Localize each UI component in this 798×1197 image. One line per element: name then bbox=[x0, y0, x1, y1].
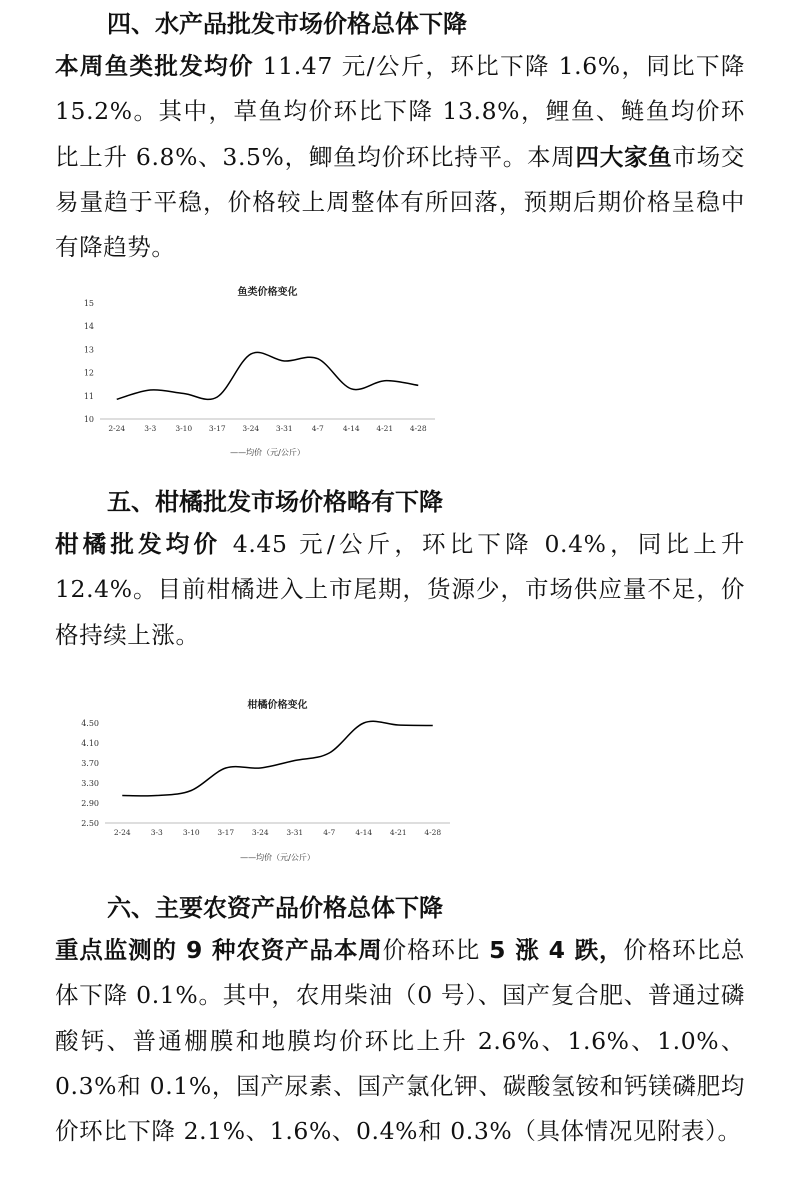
section4-lead: 本周鱼类批发均价 bbox=[55, 52, 254, 80]
y-tick-label: 13 bbox=[83, 345, 94, 355]
series-line bbox=[117, 352, 419, 399]
x-tick-label: 2-24 bbox=[113, 828, 131, 837]
section6-paragraph bbox=[55, 928, 745, 1154]
x-tick-label: 4-28 bbox=[409, 424, 427, 433]
section4-paragraph bbox=[55, 44, 745, 270]
section5-lead: 柑橘批发均价 bbox=[55, 530, 222, 558]
x-tick-label: 4-14 bbox=[355, 828, 373, 837]
x-tick-label: 4-28 bbox=[424, 828, 442, 837]
x-tick-label: 3-10 bbox=[182, 828, 200, 837]
chart-legend: ——均价（元/公斤） bbox=[240, 853, 315, 862]
x-tick-label: 3-10 bbox=[175, 424, 193, 433]
section4-bold2: 四大家鱼 bbox=[575, 142, 673, 171]
x-tick-label: 3-24 bbox=[242, 424, 260, 433]
chart-legend: ——均价（元/公斤） bbox=[230, 448, 305, 457]
x-tick-label: 3-17 bbox=[208, 424, 226, 433]
x-tick-label: 3-31 bbox=[286, 828, 304, 837]
section6-heading: 六、主要农资产品价格总体下降 bbox=[107, 894, 443, 922]
y-tick-label: 10 bbox=[83, 415, 94, 424]
x-tick-label: 4-7 bbox=[311, 424, 324, 433]
x-tick-label: 4-21 bbox=[376, 424, 394, 433]
y-tick-label: 4.10 bbox=[81, 739, 99, 748]
x-tick-label: 4-21 bbox=[389, 828, 407, 837]
y-tick-label: 2.90 bbox=[81, 799, 99, 808]
section4-text1: 11.47 元/公斤，环比下降 1.6%，同比下降 15.2%。其中，草鱼均价环比下降 13.8%，鲤鱼、鲢鱼均价环比上升 6.8%、3.5%，鲫鱼均价环比持平。本周 bbox=[55, 52, 745, 171]
y-tick-label: 11 bbox=[83, 391, 94, 401]
section5-heading: 五、柑橘批发市场价格略有下降 bbox=[107, 488, 443, 516]
chart-title: 柑橘价格变化 bbox=[247, 700, 308, 711]
fish-price-chart bbox=[60, 278, 440, 463]
section5-paragraph bbox=[55, 522, 745, 658]
section4-heading: 四、水产品批发市场价格总体下降 bbox=[107, 10, 467, 38]
x-tick-label: 3-24 bbox=[251, 828, 269, 837]
series-line bbox=[122, 721, 433, 796]
chart-title: 鱼类价格变化 bbox=[237, 287, 298, 298]
section6-lead: 重点监测的 9 种农资产品本周 bbox=[55, 936, 383, 964]
y-tick-label: 12 bbox=[83, 368, 94, 378]
section6-bold2: 5 涨 4 跌， bbox=[480, 936, 624, 964]
x-tick-label: 3-17 bbox=[217, 828, 235, 837]
x-tick-label: 2-24 bbox=[108, 424, 126, 433]
y-tick-label: 3.30 bbox=[81, 779, 99, 788]
x-tick-label: 4-14 bbox=[342, 424, 360, 433]
y-tick-label: 14 bbox=[83, 322, 94, 332]
section6-text1: 价格环比 bbox=[382, 936, 481, 964]
x-tick-label: 4-7 bbox=[323, 828, 336, 837]
y-tick-label: 15 bbox=[83, 299, 94, 308]
section5-text1: 4.45 元/公斤，环比下降 0.4%，同比上升 12.4%。目前柑橘进入上市尾期，货源少，市场供应量不足，价格持续上涨。 bbox=[55, 530, 745, 649]
x-tick-label: 3-3 bbox=[144, 424, 157, 433]
section4-text2: 市场交易量趋于平稳，价格较上周整体有所回落，预期后期价格呈稳中有降趋势。 bbox=[55, 142, 745, 262]
x-tick-label: 3-31 bbox=[275, 424, 293, 433]
citrus-price-chart bbox=[65, 690, 460, 865]
section6-text2: 价格环比总体下降 0.1%。其中，农用柴油（0 号）、国产复合肥、普通过磷酸钙、普通棚膜和地膜均价环比上升 2.6%、1.6%、1.0%、0.3%和 0.1%，国产尿素、国产氯化钾、碳酸氢铵和钙镁磷肥均价环比下降 2.1%、1.6%、0.4%和 0.3%（具体情况见附表）。 bbox=[55, 936, 746, 1146]
y-tick-label: 2.50 bbox=[81, 819, 99, 828]
y-tick-label: 4.50 bbox=[81, 719, 99, 728]
x-tick-label: 3-3 bbox=[150, 828, 163, 837]
y-tick-label: 3.70 bbox=[81, 759, 99, 768]
